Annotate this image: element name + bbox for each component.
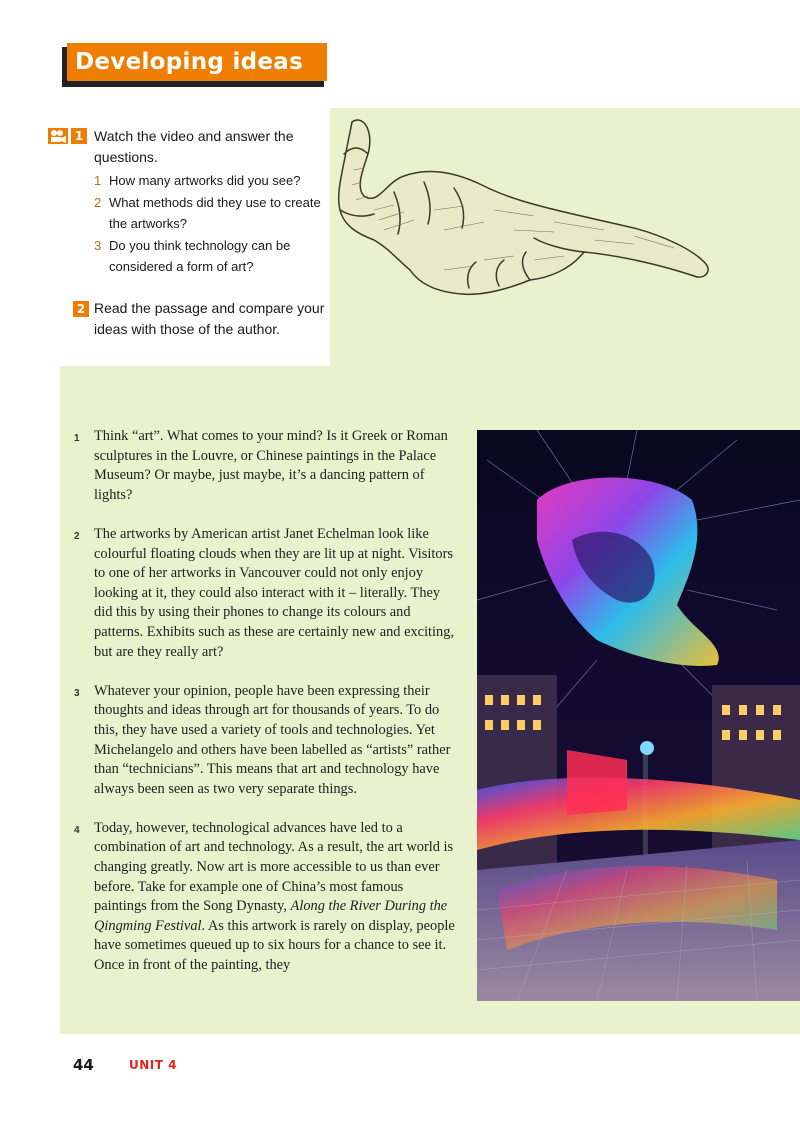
paragraph-number: 2 xyxy=(74,530,80,542)
paragraph-text-part: Today, however, technological advances have led to a combination of art and technology. As a result, the art world is changing greatly. Now art is more accessible to us than ever before. Take for example one of China’s most famous paintings from the Song Dynasty, xyxy=(94,819,454,915)
header-divider xyxy=(358,52,360,73)
section-title: Developing ideas xyxy=(75,49,304,75)
video-camera-icon xyxy=(48,128,68,144)
reading-passage xyxy=(74,427,459,995)
paragraph-text: The artworks by American artist Janet Echelman look like colourful floating clouds when they are lit up at night. Visitors to one of her artworks in Vancouver could not only enjoy looking at it, they could also interact with it – literally. They did this by using their phones to change its colours and patterns. Exhibits such as these are certainly new and exciting, but are they really art? xyxy=(94,525,455,660)
paragraph-number: 1 xyxy=(74,433,80,444)
painting-title: Along the River During the Qingming Festival xyxy=(94,898,448,934)
activity2-number: 2 xyxy=(73,301,89,317)
question-number: 1 xyxy=(94,173,102,188)
section-header xyxy=(67,43,327,81)
question-text: How many artworks did you see? xyxy=(109,173,301,188)
passage-paragraph xyxy=(74,427,459,505)
paragraph-text-part: . As this artwork is rarely on display, people have sometimes queued up to six hours for a chance to see it. Once in front of the painting, they xyxy=(94,917,455,974)
question-item xyxy=(94,170,324,192)
pointing-hand-illustration xyxy=(334,110,719,300)
question-text: Do you think technology can be considered a form of art? xyxy=(109,237,291,274)
question-list xyxy=(94,170,324,278)
passage-paragraph xyxy=(74,525,459,662)
question-item xyxy=(94,192,324,235)
paragraph-text: Whatever your opinion, people have been expressing their thoughts and ideas through art for thousands of years. To do this, they have used a variety of tools and technologies. Yet Michelangelo and others have been labelled as “artists” rather than “technicians”. This means that art and technology have always been seen as two very separate things. xyxy=(94,682,451,797)
back-arrow-icon[interactable] xyxy=(368,54,378,70)
question-text: What methods did they use to create the artworks? xyxy=(109,194,321,231)
question-number: 3 xyxy=(94,237,102,253)
paragraph-text: Think “art”. What comes to your mind? Is it Greek or Roman sculptures in the Louvre, or Chinese paintings in the Palace Museum? Or maybe, just maybe, it’s a dancing pattern of lights? xyxy=(94,428,448,503)
activity1-instruction: Watch the video and answer the questions. xyxy=(94,128,294,165)
paragraph-number: 4 xyxy=(74,824,80,836)
page-number: 44 xyxy=(73,1056,94,1074)
paragraph-text xyxy=(94,820,455,973)
unit-label: UNIT 4 xyxy=(129,1058,177,1072)
question-number: 2 xyxy=(94,194,102,210)
passage-paragraph xyxy=(74,819,459,976)
paragraph-number: 3 xyxy=(74,687,80,699)
activity2-instruction: Read the passage and compare your ideas with those of the author. xyxy=(94,300,325,337)
passage-paragraph xyxy=(74,682,459,800)
question-item xyxy=(94,235,324,278)
activity1-icons xyxy=(48,128,87,144)
activity1-number: 1 xyxy=(71,128,87,144)
light-art-photo xyxy=(477,430,800,1001)
